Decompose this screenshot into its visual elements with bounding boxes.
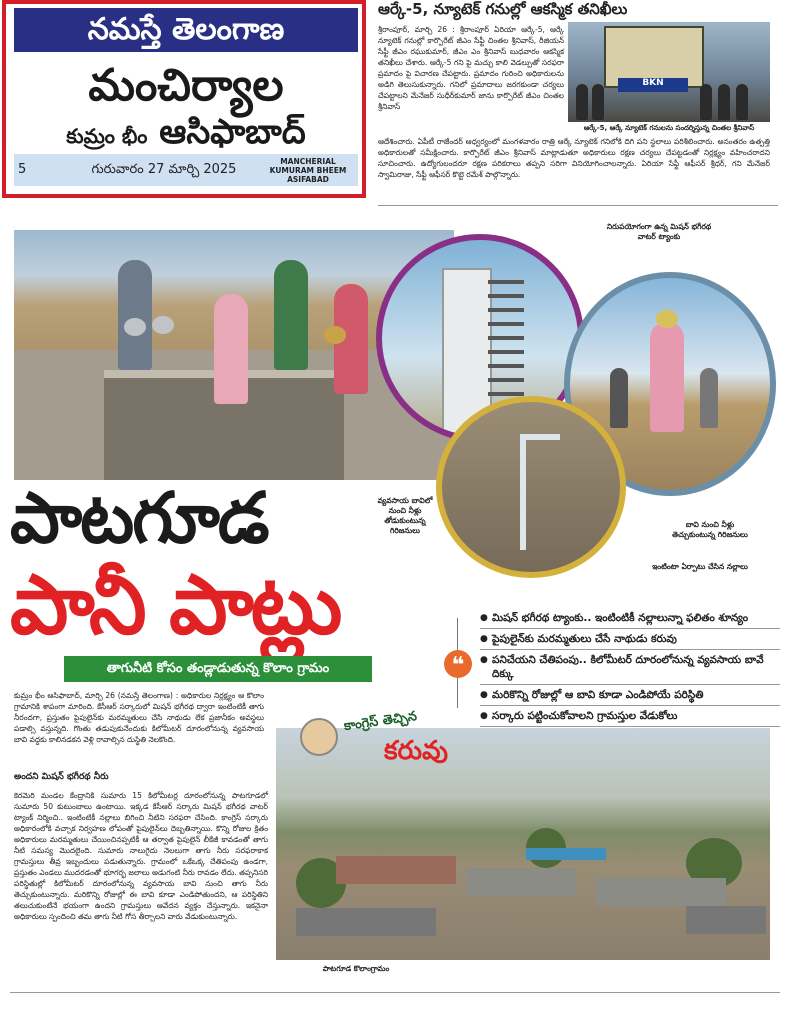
top-story-caption: ఆర్కే-5, ఆర్కే న్యూటెక్ గనులను సందర్శిస్తున్న చింతల శ్రీనివాస్ <box>583 124 755 132</box>
tap-pipe-top <box>520 434 560 440</box>
photo-villager <box>214 294 248 404</box>
photo-villager <box>118 260 152 370</box>
district-english-1: MANCHERIAL <box>280 157 336 166</box>
masthead-footer <box>14 154 358 186</box>
congress-badge-line1: కాంగ్రెస్ తెచ్చిన <box>343 708 418 735</box>
water-pot <box>656 310 678 328</box>
tap-pipe <box>520 440 526 550</box>
headline-line2: పానీ పాట్లు <box>10 558 340 653</box>
photo-person <box>700 84 712 120</box>
photo-board-text: BKN <box>618 78 688 92</box>
congress-badge <box>300 708 490 774</box>
water-pot <box>324 326 346 344</box>
highlight-item: ● సర్కారు పట్టించుకోవాలని గ్రామస్తుల వేడుకోలు <box>480 706 780 727</box>
callout-well-4: గిరిజనులు <box>389 526 421 535</box>
top-story-photo <box>568 22 770 122</box>
callout-tank-2: వాటర్ ట్యాంకు <box>637 232 681 241</box>
callout-tap: ఇంటింటా ఏర్పాటు చేసిన నల్లాలు <box>652 562 748 571</box>
avatar <box>300 718 338 756</box>
headline-line1: పాటగూడ <box>10 477 268 559</box>
masthead <box>2 0 366 198</box>
article-subhead: అందని మిషన్ భగీరథ నీరు <box>14 772 109 782</box>
article-intro: కుమ్రం భీం ఆసిఫాబాద్, మార్చి 26 (నమస్తే తెలంగాణ) : అధికారుల నిర్లక్ష్యం ఆ కొలాం గ్రామానికి శాపంగా మారింది. కేసీఆర్ సర్కారులో మిషన్ భగీరథ ద్వారా ఇంటింటికీ తాగు నీరందగా, ప్రస్తుతం పైపులైన్‌కు మరమ్మతులు చేసే నాథుడు లేక ప్రజానీకం అవస్థలు పడాల్సి వస్తున్నది. గొంతు తడుపుకునేందుకు కిలోమీటర్ దూరంలోనున్న వ్యవసాయ బావి వద్దకు కాలినడకన వెళ్లి రావాల్సిన దుస్థితి నెలకొంది. <box>14 691 264 744</box>
highlight-item: ● పనిచేయని చేతిపంపు.. కిలోమీటర్ దూరంలోనున్న వ్యవసాయ బావే దిక్కు <box>480 650 780 685</box>
district-english <box>262 157 354 184</box>
callout-carry-1: బావి నుంచి నీళ్లు <box>685 520 735 529</box>
photo-person <box>576 84 588 120</box>
photo-person <box>592 84 604 120</box>
highlight-item: ● మిషన్ భగీరథ ట్యాంకు.. ఇంటింటికీ నల్లాలున్నా ఫలితం శూన్యం <box>480 608 780 629</box>
congress-badge-line2: కరువు <box>384 736 448 766</box>
photo-villager <box>274 260 308 370</box>
callout-well-3: తోడుకుంటున్న <box>384 516 426 525</box>
photo-roof <box>466 868 576 896</box>
photo-villager <box>700 368 718 428</box>
callout-well <box>370 496 440 536</box>
photo-villager <box>610 368 628 428</box>
photo-roof <box>526 848 606 860</box>
water-pot <box>124 318 146 336</box>
tap-photo-circle <box>436 396 626 578</box>
callout-tank <box>584 222 734 242</box>
highlight-item: ● మరికొన్ని రోజుల్లో ఆ బావి కూడా ఎండిపోయే పరిస్థితి <box>480 685 780 706</box>
photo-roof <box>686 906 766 934</box>
callout-well-2: నుంచి నీళ్లు <box>388 506 422 515</box>
highlights-list <box>480 608 780 727</box>
callout-well-1: వ్యవసాయ బావిలో <box>377 496 433 505</box>
headline-subtitle: తాగునీటి కోసం తండ్లాడుతున్న కొలాం గ్రామం <box>64 656 372 682</box>
masthead-district: మంచిర్యాల <box>88 60 284 111</box>
callout-tank-1: నిరుపయోగంగా ఉన్న మిషన్ భగీరథ <box>606 222 712 231</box>
masthead-district2 <box>14 112 358 156</box>
callout-carry-2: తెచ్చుకుంటున్న గిరిజనులు <box>672 530 748 539</box>
district-english-2: KUMURAM BHEEM <box>269 166 347 175</box>
quote-icon: ❝ <box>444 650 472 678</box>
callout-carry <box>640 520 780 540</box>
masthead-brand: నమస్తే తెలంగాణ <box>14 8 358 52</box>
photo-person <box>736 84 748 120</box>
masthead-district2-big: ఆసిఫాబాద్ <box>159 112 306 152</box>
photo-person <box>718 84 730 120</box>
village-caption: పాటగూడ కొలాంగ్రామం <box>322 964 390 973</box>
highlight-item: ● పైపులైన్‌కు మరమ్మతులు చేసే నాథుడు కరువు <box>480 629 780 650</box>
district-english-3: ASIFABAD <box>287 175 329 184</box>
top-story-body-continued: ఆదేశించారు. ఏపీటీ రాజేందర్ ఆధ్వర్యంలో మంగళవారం రాత్రి ఆర్కే న్యూటెక్ గనిలోకి దిగి పని స్థలాలు పరిశీలించారు. అనంతరం ఉత్పత్తి అధికారులతో సమీక్షించారు. కార్పొరేట్ జీఎం శ్రీనివాస్ మాట్లాడుతూ అధికారులు రక్షణ చర్యలు చేపట్టడంతో నిర్లక్ష్యం వహించరాదని సూచించారు. ఉద్యోగులందరూ రక్షణ పరికరాలు తప్పని సరిగా వినియోగించాలన్నారు. ఏరియా సేఫ్టీ ఆఫీసర్ శ్రీధర్, గని మేనేజర్ స్వామిరాజు, సేఫ్టీ ఆఫీసర్ కొట్టె రమేశ్ పాల్గొన్నారు. <box>378 137 770 179</box>
photo-villager <box>650 322 684 432</box>
top-story-body: శ్రీరాంపూర్, మార్చి 26 : శ్రీరాంపూర్ ఏరియా ఆర్కే-5, ఆర్కే న్యూటెక్ గనుల్లో కార్పొరేట్ జీఎం సేఫ్టీ చింతల శ్రీనివాస్, రీజియన్ సేఫ్టీ జీఎం రఘుకుమార్, జీఎం ఎం శ్రీనివాస్ బుధవారం ఆకస్మిక తనిఖీలు చేశారు. ఆర్కే-5 గని పై మచ్చు కాలి వెడల్పుతో సరఫరా ప్రమాదం పై విచారణ చేపట్టారు. ప్రమాదం గురించి అధికారులను అడిగి తెలుసుకున్నారు. గనిలో ప్రమాదాలు జరగకుండా చర్యలు చేపట్టాలని మేనేజర్ సుధీర్‌కుమార్ జాను కార్పొరేట్ జీఎం చింతల శ్రీనివాస్ <box>378 25 564 111</box>
divider <box>10 992 780 993</box>
masthead-district2-small: కుమ్రం భీం <box>66 124 148 148</box>
edition-date: గురువారం 27 మార్చి 2025 <box>91 162 237 177</box>
photo-roof <box>296 908 436 936</box>
photo-roof <box>336 856 456 884</box>
top-story-headline: ఆర్కే-5, న్యూటెక్ గనుల్లో ఆకస్మిక తనిఖీలు <box>378 0 628 18</box>
page-number: 5 <box>18 162 27 177</box>
article-body: కెరమెరి మండల కేంద్రానికి సుమారు 15 కిలోమీటర్ల దూరంలోనున్న పాటగూడలో సుమారు 50 కుటుంబాలు ఉంటాయి. ఇక్కడ కేసీఆర్ సర్కారు మిషన్ భగీరథ వాటర్ ట్యాంక్ నిర్మించి.. ఇంటింటికీ నల్లాలు బిగించి నీటిని సరఫరా చేసింది. కాంగ్రెస్ సర్కారు అధికారంలోకి వచ్చాక నిర్వహణ లోపంతో పైపులైన్‌లు దెబ్బతిన్నాయి. కొన్ని రోజుల క్రితం అధికారులు మరమ్మతులు చేయించినప్పటికీ ఆ తర్వాత పైపులైన్ లీకేజీ కావడంతో తాగు నీటి సమస్య మొదలైంది. సుమారు నాలుగైదు నెలలుగా తాగు నీరు సరఫరాకాక గ్రామస్తులు తీవ్ర ఇబ్బందులు పడుతున్నారు. గ్రామంలో ఒకేఒక్క చేతిపంపు ఉండగా, ప్రస్తుతం ఎండలు ముదరడంతో భూగర్భ జలాలు అడుగంటి నీరు రావడం లేదు. తప్పనిసరి పరిస్థితుల్లో కిలోమీటర్ దూరంలోనున్న వ్యవసాయ బావి నుంచి తాగు నీరు తెచ్చుకుంటున్నారు. మరికొన్ని రోజుల్లో ఈ బావి కూడా ఎండిపోతుందని, ఆ పరిస్థితిని తలుచుకుంటేనే భయంగా ఉందని గ్రామస్తులు ఆవేదన వ్యక్తం చేస్తున్నారు. ఇకనైనా అధికారులు స్పందించి తమ తాగు నీటి గోస తీర్చాలని వారు వేడుకుంటున్నారు. <box>14 791 268 921</box>
photo-roof <box>596 878 726 906</box>
water-pot <box>152 316 174 334</box>
divider <box>378 205 778 206</box>
